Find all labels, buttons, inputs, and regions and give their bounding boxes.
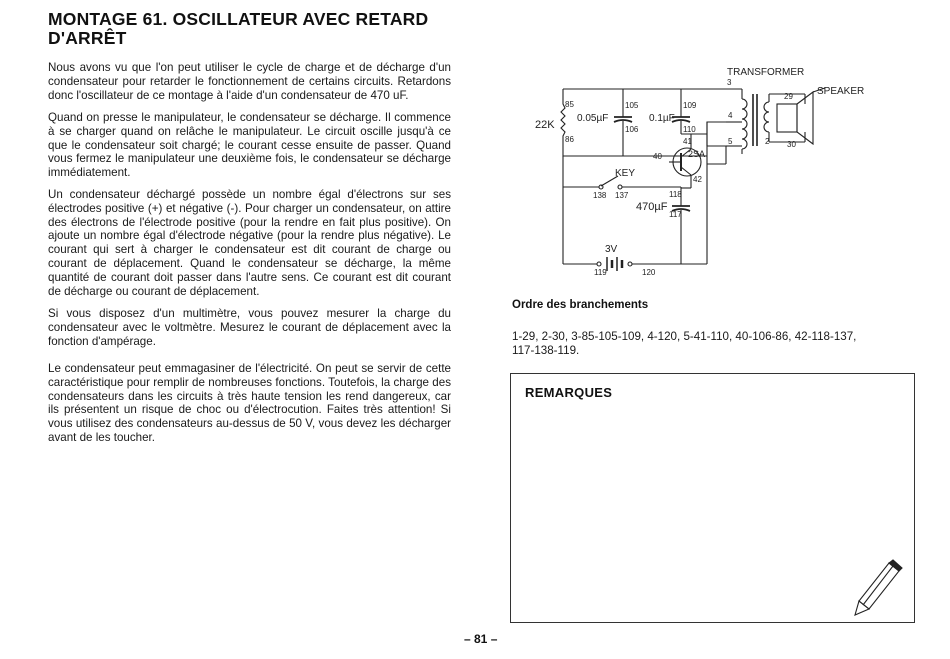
connections-list bbox=[512, 330, 912, 358]
terminal-29: 29 bbox=[784, 92, 793, 101]
paragraph-operation: Quand on presse le manipulateur, le condensateur se décharge. Il commence à se charger quand on relâche le manipulateur. Le circuit oscille jusqu'à ce que le condensateur soit chargé; le courant cesse ensuite de passer. Quand vous fermez le manipulateur une deuxième fois, le condensateur se décharge immédiatement. bbox=[48, 111, 451, 180]
terminal-120: 120 bbox=[642, 268, 656, 277]
resistor-label: 22K bbox=[535, 119, 555, 131]
terminal-118: 118 bbox=[669, 190, 682, 199]
terminal-3: 3 bbox=[727, 78, 732, 87]
terminal-117: 117 bbox=[669, 210, 682, 219]
paragraph-intro: Nous avons vu que l'on peut utiliser le cycle de charge et de décharge d'un condensateur pour retarder le fonctionnement de certains circuits. Retardons donc l'oscillateur de ce montage à l'aide d'un condensateur de 470 uF. bbox=[48, 61, 451, 102]
terminal-86: 86 bbox=[565, 135, 574, 144]
terminal-30: 30 bbox=[787, 140, 796, 149]
terminal-105: 105 bbox=[625, 101, 639, 110]
terminal-2: 2 bbox=[765, 137, 770, 146]
title-line-2: D'ARRÊT bbox=[48, 28, 127, 48]
paragraph-multimeter: Si vous disposez d'un multimètre, vous pouvez mesurer la charge du condensateur avec le voltmètre. Mesurez le courant de déplacement avec la fonction d'ampérage. bbox=[48, 307, 451, 348]
connections-line-1: 1-29, 2-30, 3-85-105-109, 4-120, 5-41-110, 40-106-86, 42-118-137, bbox=[512, 330, 857, 343]
terminal-5: 5 bbox=[728, 137, 733, 146]
speaker-label: SPEAKER bbox=[817, 86, 865, 97]
cap3-label: 470µF bbox=[636, 201, 668, 213]
terminal-41: 41 bbox=[683, 137, 692, 146]
transformer-label: TRANSFORMER bbox=[727, 67, 805, 78]
page-title bbox=[48, 10, 428, 48]
remarks-title: REMARQUES bbox=[525, 385, 613, 400]
circuit-schematic bbox=[495, 64, 880, 284]
connections-line-2: 117-138-119. bbox=[512, 344, 580, 357]
terminal-119: 119 bbox=[594, 268, 607, 277]
terminal-138: 138 bbox=[593, 191, 607, 200]
key-label: KEY bbox=[615, 168, 636, 179]
paragraph-charge-explanation: Un condensateur déchargé possède un nombre égal d'électrons sur ses électrodes positive (+) et négative (-). Pour charger un condensateur, on attire des électrons de l'électrode positive (pour la rendre en fait plus positive). On ajoute un nombre égal d'électrode négative (pour la rendre plus négative). Le courant qui sert à charger le condensateur est dit courant de charge ou courant de déplacement. Quand le condensateur se décharge, la même quantité de courant doit passer dans l'autre sens. Ce courant est dit courant de décharge ou courant de déplacement. bbox=[48, 188, 451, 298]
remarks-box bbox=[510, 373, 915, 623]
terminal-137: 137 bbox=[615, 191, 629, 200]
cap1-label: 0.05µF bbox=[577, 113, 609, 124]
terminal-110: 110 bbox=[683, 125, 696, 134]
paragraph-safety: Le condensateur peut emmagasiner de l'électricité. On peut se servir de cette caractéristique pour remplir de nombreuses fonctions. Toutefois, la charge des condensateurs dans les circuits à très haute tension les rend dangereux, car ils présentent un risque de choc ou d'électrocution. Faites très attention! Si vous utilisez des condensateurs au-dessus de 50 V, vous devez les décharger avant de les toucher. bbox=[48, 362, 451, 444]
terminal-109: 109 bbox=[683, 101, 697, 110]
terminal-40: 40 bbox=[653, 152, 662, 161]
connections-heading: Ordre des branchements bbox=[512, 299, 649, 311]
battery-label: 3V bbox=[605, 244, 618, 255]
terminal-42: 42 bbox=[693, 175, 702, 184]
terminal-106: 106 bbox=[625, 125, 639, 134]
pencil-icon bbox=[849, 559, 907, 619]
transistor-label: 2SA bbox=[688, 149, 706, 159]
title-line-1: MONTAGE 61. OSCILLATEUR AVEC RETARD bbox=[48, 9, 429, 29]
cap2-label: 0.1µF bbox=[649, 113, 675, 124]
terminal-85: 85 bbox=[565, 100, 574, 109]
terminal-4: 4 bbox=[728, 111, 733, 120]
page-number: – 81 – bbox=[464, 632, 498, 646]
